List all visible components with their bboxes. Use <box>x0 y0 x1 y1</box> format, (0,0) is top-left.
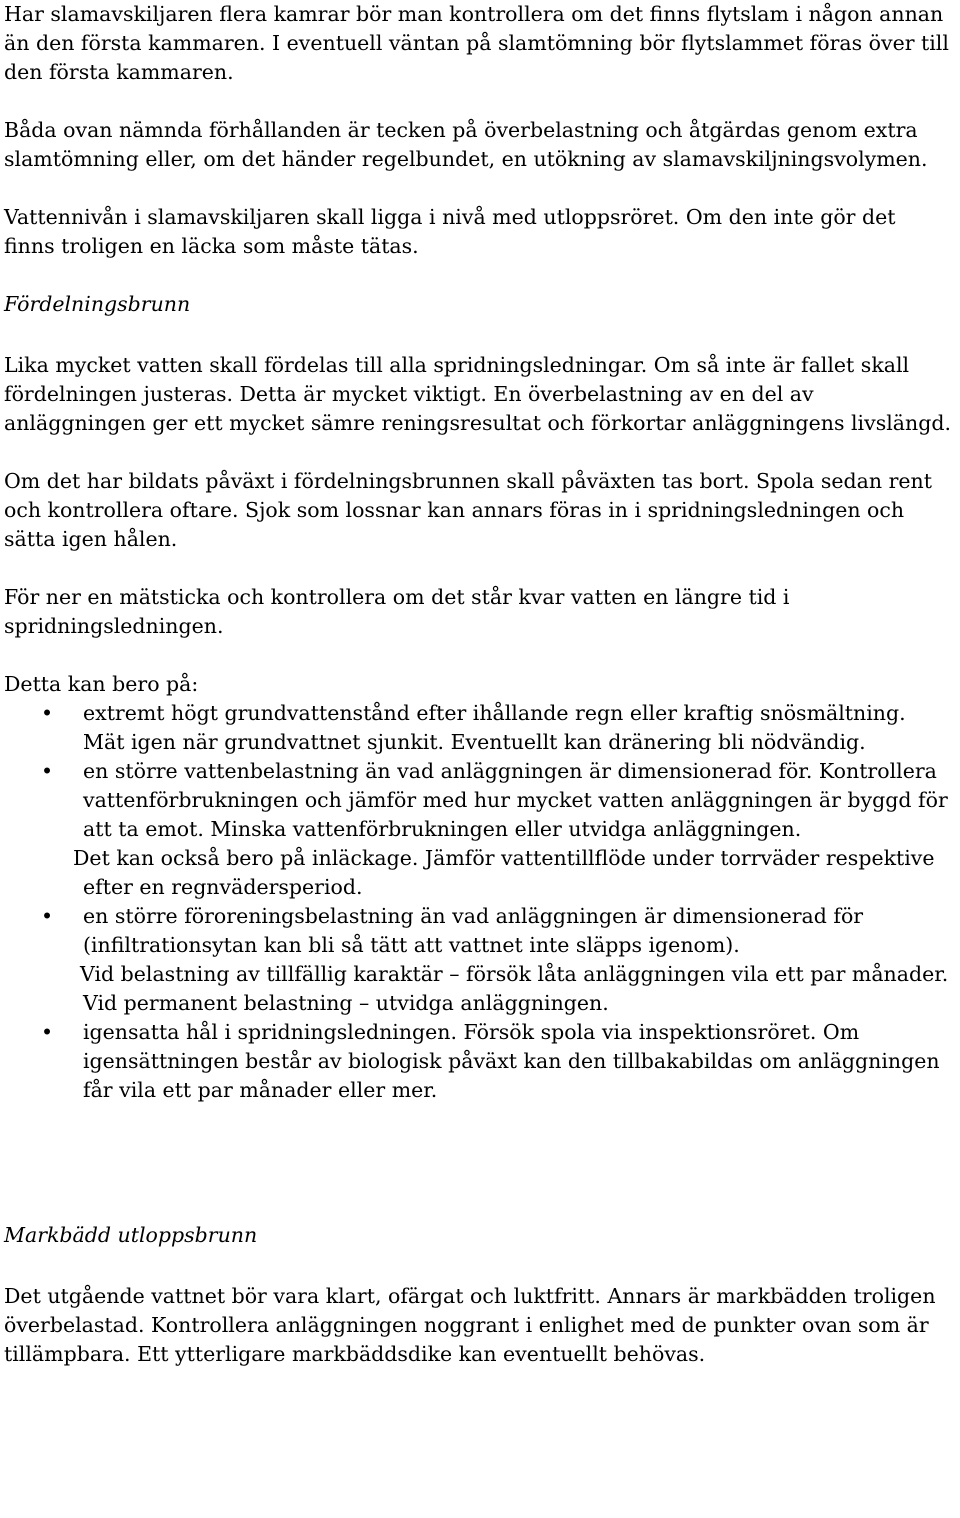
list-item <box>4 902 952 960</box>
paragraph-utgaende-vatten: Det utgående vattnet bör vara klart, ofärgat och luktfritt. Annars är markbädden troligen överbelastad. Kontrollera anläggningen noggrant i enlighet med de punkter ovan som är tillämpbara. Ett ytterligare markbäddsdike kan eventuellt behövas. <box>4 1284 936 1366</box>
note-belastning: Vid belastning av tillfällig karaktär – försök låta anläggningen vila ett par månader. Vid permanent belastning – utvidga anläggningen. <box>80 962 949 1015</box>
bullet-icon: • <box>41 701 54 725</box>
causes-list-continued <box>4 902 952 960</box>
bullet-icon: • <box>41 1020 54 1044</box>
paragraph-fordelning: Lika mycket vatten skall fördelas till alla spridningsledningar. Om så inte är fallet skall fördelningen justeras. Detta är mycket viktigt. En överbelastning av en del av anläggningen ger ett mycket sämre reningsresultat och förkortar anläggningens livslängd. <box>4 353 951 435</box>
paragraph-overbelastning: Båda ovan nämnda förhållanden är tecken på överbelastning och åtgärdas genom extra slamtömning eller, om det händer regelbundet, en utökning av slamavskiljningsvolymen. <box>4 118 928 171</box>
list-item <box>4 1018 952 1105</box>
paragraph-pavaxt: Om det har bildats påväxt i fördelningsbrunnen skall påväxten tas bort. Spola sedan rent och kontrollera oftare. Sjok som lossnar kan annars föras in i spridningsledningen och sätta igen hålen. <box>4 469 932 551</box>
causes-intro: Detta kan bero på: <box>4 672 199 696</box>
list-item-text: en större vattenbelastning än vad anläggningen är dimensionerad för. Kontrollera vattenförbrukningen och jämför med hur mycket vatten anläggningen är byggd för att ta emot. Minska vattenförbrukningen eller utvidga anläggningen. <box>83 759 948 841</box>
paragraph-flytslam: Har slamavskiljaren flera kamrar bör man kontrollera om det finns flytslam i någon annan än den första kammaren. I eventuell väntan på slamtömning bör flytslammet föras över till den första kammaren. <box>4 2 949 84</box>
note-inlackage: Det kan också bero på inläckage. Jämför vattentillflöde under torrväder respektive efter en regnvädersperiod. <box>73 846 935 899</box>
list-item-text: extremt högt grundvattenstånd efter ihållande regn eller kraftig snösmältning. Mät igen när grundvattnet sjunkit. Eventuellt kan dränering bli nödvändig. <box>83 701 906 754</box>
section-heading-markbadd: Markbädd utloppsbrunn <box>4 1223 258 1247</box>
list-item <box>4 757 952 844</box>
section-heading-fordelningsbrunn: Fördelningsbrunn <box>4 292 191 316</box>
bullet-icon: • <box>41 904 54 928</box>
paragraph-matsticka: För ner en mätsticka och kontrollera om det står kvar vatten en längre tid i spridningsledningen. <box>4 585 790 638</box>
causes-list <box>4 699 952 844</box>
list-item-text: en större föroreningsbelastning än vad anläggningen är dimensionerad för (infiltrationsytan kan bli så tätt att vattnet inte släpps igenom). <box>83 904 864 957</box>
list-item <box>4 699 952 757</box>
list-item-text: igensatta hål i spridningsledningen. Försök spola via inspektionsröret. Om igensättningen består av biologisk påväxt kan den tillbakabildas om anläggningen får vila ett par månader eller mer. <box>83 1020 940 1102</box>
paragraph-vattenniva: Vattennivån i slamavskiljaren skall ligga i nivå med utloppsröret. Om den inte gör det finns troligen en läcka som måste tätas. <box>4 205 896 258</box>
causes-list-final <box>4 1018 952 1105</box>
bullet-icon: • <box>41 759 54 783</box>
